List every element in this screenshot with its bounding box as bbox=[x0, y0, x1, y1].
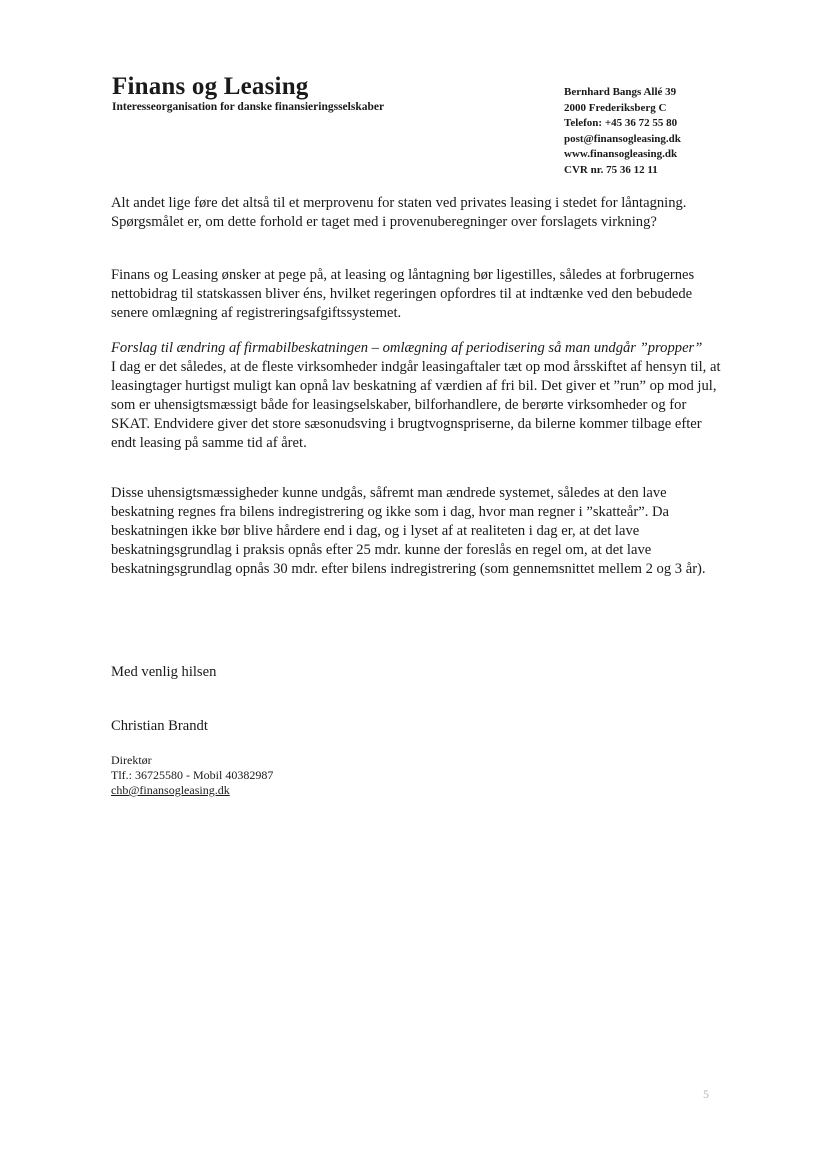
page-number: 5 bbox=[703, 1087, 709, 1101]
body-section-firmabil bbox=[111, 339, 721, 453]
address-postal: 2000 Frederiksberg C bbox=[564, 101, 667, 114]
address-block bbox=[564, 85, 681, 178]
address-phone: Telefon: +45 36 72 55 80 bbox=[564, 117, 678, 129]
organization-subtitle: Interesseorganisation for danske finansieringsselskaber bbox=[112, 101, 385, 113]
body-paragraph-3: I dag er det således, at de fleste virksomheder indgår leasingaftaler tæt op mod årsskiftet af hensyn til, at leasingtager hurtigst muligt kan opnå lav beskatning af værdien af fri bil. Det giver et ”run” op mod jul, som er uhensigtsmæssigt både for leasingselskaber, bilforhandlere, de berørte virksomheder og for SKAT. Endvidere giver det store sæsonudsving i brugtvognspriserne, da bilerne kommer tilbage efter endt leasing på samme tid af året. bbox=[111, 359, 721, 451]
closing-greeting: Med venlig hilsen bbox=[111, 664, 217, 680]
signer-title: Direktør bbox=[111, 753, 152, 767]
body-paragraph-4: Disse uhensigtsmæssigheder kunne undgås, såfremt man ændrede systemet, således at den lave beskatning regnes fra bilens indregistrering og ikke som i dag, hvor man regner i ”skatteår”. Da beskatningen ikke bør blive hårdere end i dag, og i lyset af at realiteten i dag er, at det lave beskatningsgrundlag i praksis opnås efter 25 mdr. kunne der foreslås en regel om, at det lave beskatningsgrundlag opnås 30 mdr. efter bilens indregistrering (som gennemsnittet mellem 2 og 3 år). bbox=[111, 485, 706, 577]
signer-name: Christian Brandt bbox=[111, 718, 208, 734]
address-website: www.finansogleasing.dk bbox=[564, 148, 678, 160]
address-cvr: CVR nr. 75 36 12 11 bbox=[564, 163, 658, 176]
signer-email-link[interactable]: chb@finansogleasing.dk bbox=[111, 783, 230, 797]
signer-phone: Tlf.: 36725580 - Mobil 40382987 bbox=[111, 768, 274, 782]
address-email: post@finansogleasing.dk bbox=[564, 132, 681, 145]
body-paragraph-1: Alt andet lige føre det altså til et merprovenu for staten ved privates leasing i stedet for låntagning. Spørgsmålet er, om dette forhold er taget med i provenuberegninger over forslagets virkning? bbox=[111, 195, 687, 230]
address-street: Bernhard Bangs Allé 39 bbox=[564, 86, 677, 98]
body-paragraph-2: Finans og Leasing ønsker at pege på, at leasing og låntagning bør ligestilles, således at forbrugernes nettobidrag til statskassen bliver éns, hvilket regeringen opfordres til at indtænke ved den bebudede senere omlægning af registreringsafgiftssystemet. bbox=[111, 267, 695, 321]
signature-block bbox=[111, 753, 273, 798]
section-title: Forslag til ændring af firmabilbeskatningen – omlægning af periodisering så man undgår ”propper” bbox=[111, 340, 703, 356]
organization-name: Finans og Leasing bbox=[112, 73, 309, 100]
